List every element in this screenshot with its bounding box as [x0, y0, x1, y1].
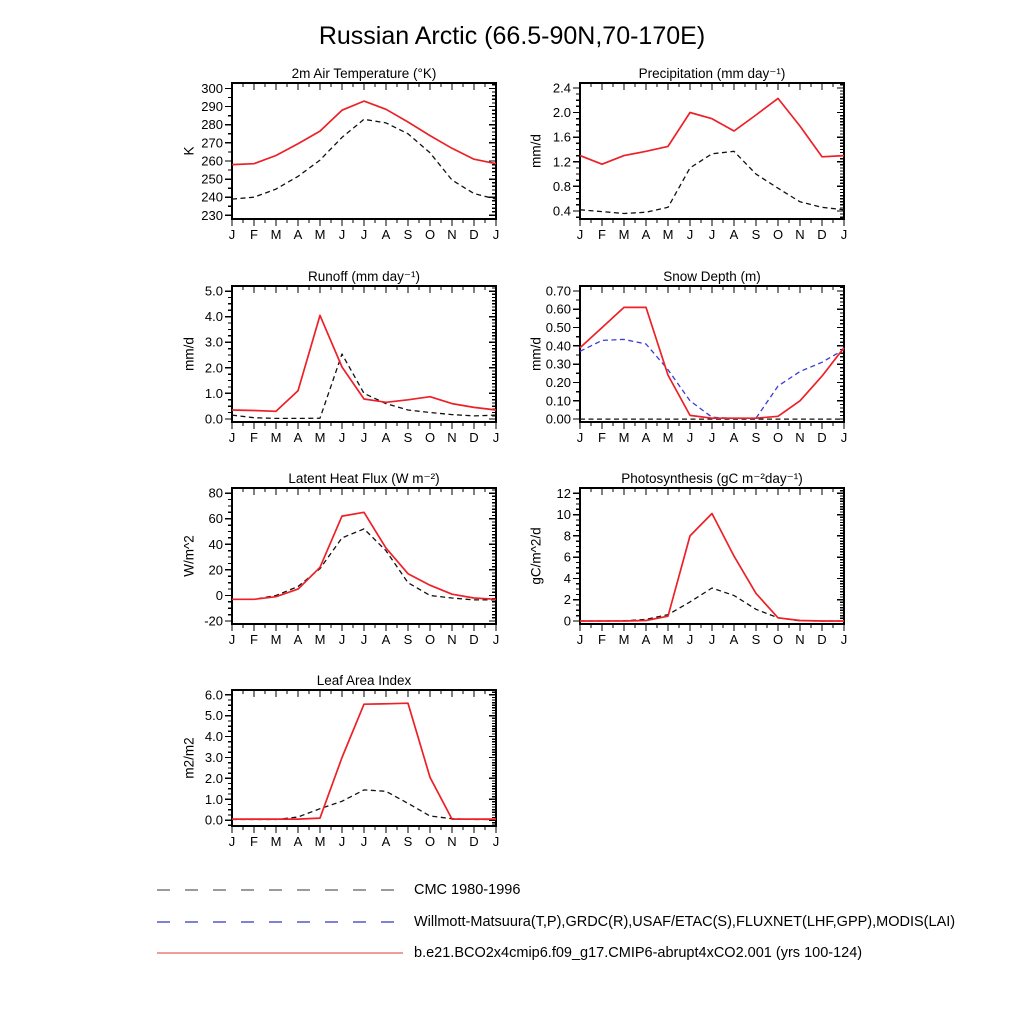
- y-tick-label: 4.0: [204, 309, 223, 325]
- runoff-series-1-line: [232, 315, 496, 411]
- x-tick-label: J: [708, 227, 716, 242]
- x-tick-label: J: [686, 430, 694, 445]
- x-tick-label: D: [469, 632, 479, 647]
- y-tick-label: 1.6: [552, 129, 571, 145]
- x-tick-label: A: [729, 632, 739, 647]
- y-tick-label: 3.0: [204, 749, 223, 765]
- y-tick-label: 0.8: [552, 178, 571, 194]
- x-tick-label: M: [270, 834, 282, 849]
- x-tick-label: N: [447, 227, 457, 242]
- y-tick-label: 0.50: [545, 320, 571, 336]
- x-tick-label: F: [250, 430, 258, 445]
- legend-line-cmc-dashed: [157, 884, 403, 896]
- x-tick-label: D: [469, 227, 479, 242]
- y-tick-label: 1.0: [204, 791, 223, 807]
- y-tick-label: 0.30: [545, 356, 571, 372]
- x-tick-label: J: [492, 632, 500, 647]
- latent-heat-flux-series-1-line: [232, 512, 496, 599]
- legend-label-model: b.e21.BCO2x4cmip6.f09_g17.CMIP6-abrupt4xCO2.001 (yrs 100-124): [414, 945, 863, 961]
- x-tick-label: O: [424, 632, 436, 647]
- x-tick-label: A: [729, 227, 739, 242]
- x-tick-label: D: [817, 632, 827, 647]
- air-temperature-series-1-line: [232, 101, 496, 165]
- x-tick-label: M: [270, 632, 282, 647]
- y-tick-label: 1.2: [552, 154, 571, 170]
- legend-line-model-solid: [157, 947, 403, 959]
- y-tick-label: 80: [208, 485, 223, 501]
- x-tick-label: S: [403, 227, 413, 242]
- x-tick-label: D: [469, 834, 479, 849]
- y-tick-label: 0.0: [204, 411, 223, 427]
- x-tick-label: F: [250, 227, 258, 242]
- x-tick-label: A: [293, 632, 303, 647]
- y-tick-label: 0.10: [545, 393, 571, 409]
- x-tick-label: N: [447, 430, 457, 445]
- photosynthesis-series-0-line: [580, 588, 844, 621]
- y-axis-label-photosynthesis: gC/m^2/d: [528, 527, 544, 585]
- x-tick-label: J: [576, 430, 584, 445]
- x-tick-label: J: [686, 227, 694, 242]
- x-tick-label: M: [618, 632, 630, 647]
- y-axis-label-latent-heat-flux: W/m^2: [181, 535, 197, 577]
- x-tick-label: N: [795, 430, 805, 445]
- x-tick-label: M: [662, 632, 674, 647]
- y-tick-label: 60: [208, 511, 223, 527]
- x-tick-label: N: [795, 632, 805, 647]
- y-tick-label: 0.40: [545, 338, 571, 354]
- y-tick-label: 40: [208, 536, 223, 552]
- x-tick-label: J: [492, 430, 500, 445]
- x-tick-label: D: [817, 430, 827, 445]
- x-tick-label: J: [228, 430, 236, 445]
- x-tick-label: J: [840, 632, 848, 647]
- x-tick-label: O: [772, 632, 784, 647]
- x-tick-label: A: [293, 430, 303, 445]
- x-tick-label: J: [708, 430, 716, 445]
- panel-title-photosynthesis: Photosynthesis (gC m⁻²day⁻¹): [621, 471, 803, 486]
- x-tick-label: N: [795, 227, 805, 242]
- y-tick-label: 0: [563, 613, 571, 629]
- y-tick-label: 0.0: [204, 812, 223, 828]
- runoff-series-0-line: [232, 354, 496, 418]
- x-tick-label: M: [270, 430, 282, 445]
- panel-title-runoff: Runoff (mm day⁻¹): [308, 269, 420, 284]
- x-tick-label: A: [381, 430, 391, 445]
- y-axis-label-air-temperature: K: [181, 146, 197, 156]
- y-tick-label: 8: [563, 528, 571, 544]
- y-tick-label: 0.70: [545, 283, 571, 299]
- y-tick-label: 20: [208, 562, 223, 578]
- y-tick-label: 10: [556, 507, 571, 523]
- legend-item-willmott: [157, 915, 955, 929]
- x-tick-label: J: [492, 227, 500, 242]
- x-tick-label: M: [314, 632, 326, 647]
- y-tick-label: 270: [201, 135, 223, 151]
- x-tick-label: J: [576, 227, 584, 242]
- x-tick-label: M: [618, 430, 630, 445]
- y-tick-label: 3.0: [204, 334, 223, 350]
- leaf-area-index-series-1-line: [232, 703, 496, 819]
- y-tick-label: 250: [201, 171, 223, 187]
- x-tick-label: M: [618, 227, 630, 242]
- x-tick-label: S: [403, 430, 413, 445]
- y-tick-label: 300: [201, 80, 223, 96]
- y-tick-label: 0.20: [545, 374, 571, 390]
- precipitation-series-1-line: [580, 98, 844, 164]
- y-tick-label: 0.00: [545, 411, 571, 427]
- x-tick-label: O: [424, 430, 436, 445]
- snow-depth-series-1-line: [580, 339, 844, 418]
- y-tick-label: 6: [563, 549, 571, 565]
- y-tick-label: 2.0: [552, 105, 571, 121]
- panel-leaf-area-index: [205, 687, 499, 849]
- y-axis-label-runoff: mm/d: [181, 337, 197, 371]
- x-tick-label: M: [314, 834, 326, 849]
- y-tick-label: 4: [563, 570, 571, 586]
- x-tick-label: S: [403, 834, 413, 849]
- legend-item-model: [157, 946, 862, 960]
- y-tick-label: 0.60: [545, 301, 571, 317]
- x-tick-label: J: [228, 834, 236, 849]
- x-tick-label: S: [751, 227, 761, 242]
- y-tick-label: 5.0: [204, 283, 223, 299]
- snow-depth-series-2-line: [580, 307, 844, 418]
- x-tick-label: A: [381, 227, 391, 242]
- x-tick-label: A: [381, 632, 391, 647]
- page-title: Russian Arctic (66.5-90N,70-170E): [318, 22, 706, 50]
- x-tick-label: D: [817, 227, 827, 242]
- x-tick-label: A: [381, 834, 391, 849]
- x-tick-label: J: [360, 430, 368, 445]
- x-tick-label: F: [598, 430, 606, 445]
- precipitation-series-0-line: [580, 151, 844, 213]
- panel-title-precipitation: Precipitation (mm day⁻¹): [638, 66, 786, 81]
- y-tick-label: 2.0: [204, 770, 223, 786]
- panel-latent-heat-flux: [204, 486, 499, 647]
- panel-runoff: [205, 284, 499, 445]
- x-tick-label: F: [250, 834, 258, 849]
- y-tick-label: 12: [556, 485, 571, 501]
- x-tick-label: O: [424, 834, 436, 849]
- x-tick-label: J: [708, 632, 716, 647]
- x-tick-label: F: [250, 632, 258, 647]
- legend-label-cmc: CMC 1980-1996: [414, 882, 521, 898]
- x-tick-label: M: [314, 227, 326, 242]
- x-tick-label: M: [662, 430, 674, 445]
- y-tick-label: 290: [201, 99, 223, 115]
- x-tick-label: N: [447, 632, 457, 647]
- y-tick-label: 2.4: [552, 80, 571, 96]
- x-tick-label: A: [641, 227, 651, 242]
- y-tick-label: 0: [215, 587, 223, 603]
- x-tick-label: A: [293, 227, 303, 242]
- x-tick-label: F: [598, 227, 606, 242]
- x-tick-label: J: [228, 227, 236, 242]
- y-tick-label: 260: [201, 153, 223, 169]
- x-tick-label: J: [840, 430, 848, 445]
- x-tick-label: J: [360, 632, 368, 647]
- panel-title-latent-heat-flux: Latent Heat Flux (W m⁻²): [288, 471, 440, 486]
- x-tick-label: A: [729, 430, 739, 445]
- y-tick-label: 280: [201, 117, 223, 133]
- x-tick-label: S: [751, 632, 761, 647]
- y-tick-label: 1.0: [204, 385, 223, 401]
- panel-air-temperature: [201, 81, 499, 242]
- x-tick-label: J: [360, 834, 368, 849]
- panel-precipitation: [553, 80, 847, 242]
- x-tick-label: D: [469, 430, 479, 445]
- y-tick-label: 2: [563, 592, 571, 608]
- y-axis-label-precipitation: mm/d: [528, 134, 544, 168]
- x-tick-label: J: [338, 430, 346, 445]
- x-tick-label: A: [293, 834, 303, 849]
- y-tick-label: 2.0: [204, 360, 223, 376]
- y-tick-label: 4.0: [204, 729, 223, 745]
- leaf-area-index-series-0-line: [232, 790, 496, 820]
- x-tick-label: O: [424, 227, 436, 242]
- x-tick-label: A: [641, 430, 651, 445]
- x-tick-label: S: [751, 430, 761, 445]
- panel-title-leaf-area-index: Leaf Area Index: [316, 673, 412, 688]
- panel-photosynthesis: [557, 486, 848, 647]
- x-tick-label: M: [662, 227, 674, 242]
- legend-label-willmott: Willmott-Matsuura(T,P),GRDC(R),USAF/ETAC(S),FLUXNET(LHF,GPP),MODIS(LAI): [414, 914, 956, 930]
- y-axis-label-leaf-area-index: m2/m2: [181, 737, 197, 779]
- x-tick-label: J: [492, 834, 500, 849]
- x-tick-label: J: [228, 632, 236, 647]
- y-tick-label: 5.0: [204, 708, 223, 724]
- x-tick-label: J: [840, 227, 848, 242]
- legend-line-willmott-dashed: [157, 916, 403, 928]
- panel-snow-depth: [546, 283, 848, 445]
- x-tick-label: F: [598, 632, 606, 647]
- air-temperature-series-0-line: [232, 119, 496, 199]
- panel-title-snow-depth: Snow Depth (m): [663, 269, 761, 284]
- x-tick-label: O: [772, 430, 784, 445]
- x-tick-label: J: [338, 834, 346, 849]
- y-tick-label: 6.0: [204, 687, 223, 703]
- y-axis-label-snow-depth: mm/d: [528, 337, 544, 371]
- y-tick-label: 0.4: [552, 203, 571, 219]
- x-tick-label: M: [270, 227, 282, 242]
- x-tick-label: J: [338, 227, 346, 242]
- latent-heat-flux-series-0-line: [232, 529, 496, 600]
- legend-item-cmc: [157, 883, 520, 897]
- x-tick-label: M: [314, 430, 326, 445]
- x-tick-label: J: [360, 227, 368, 242]
- panel-title-air-temperature: 2m Air Temperature (°K): [291, 66, 437, 81]
- x-tick-label: J: [338, 632, 346, 647]
- photosynthesis-series-1-line: [580, 514, 844, 622]
- x-tick-label: A: [641, 632, 651, 647]
- x-tick-label: O: [772, 227, 784, 242]
- y-tick-label: 240: [201, 189, 223, 205]
- x-tick-label: N: [447, 834, 457, 849]
- x-tick-label: J: [576, 632, 584, 647]
- x-tick-label: S: [403, 632, 413, 647]
- y-tick-label: 230: [201, 207, 223, 223]
- y-tick-label: -20: [204, 613, 223, 629]
- x-tick-label: J: [686, 632, 694, 647]
